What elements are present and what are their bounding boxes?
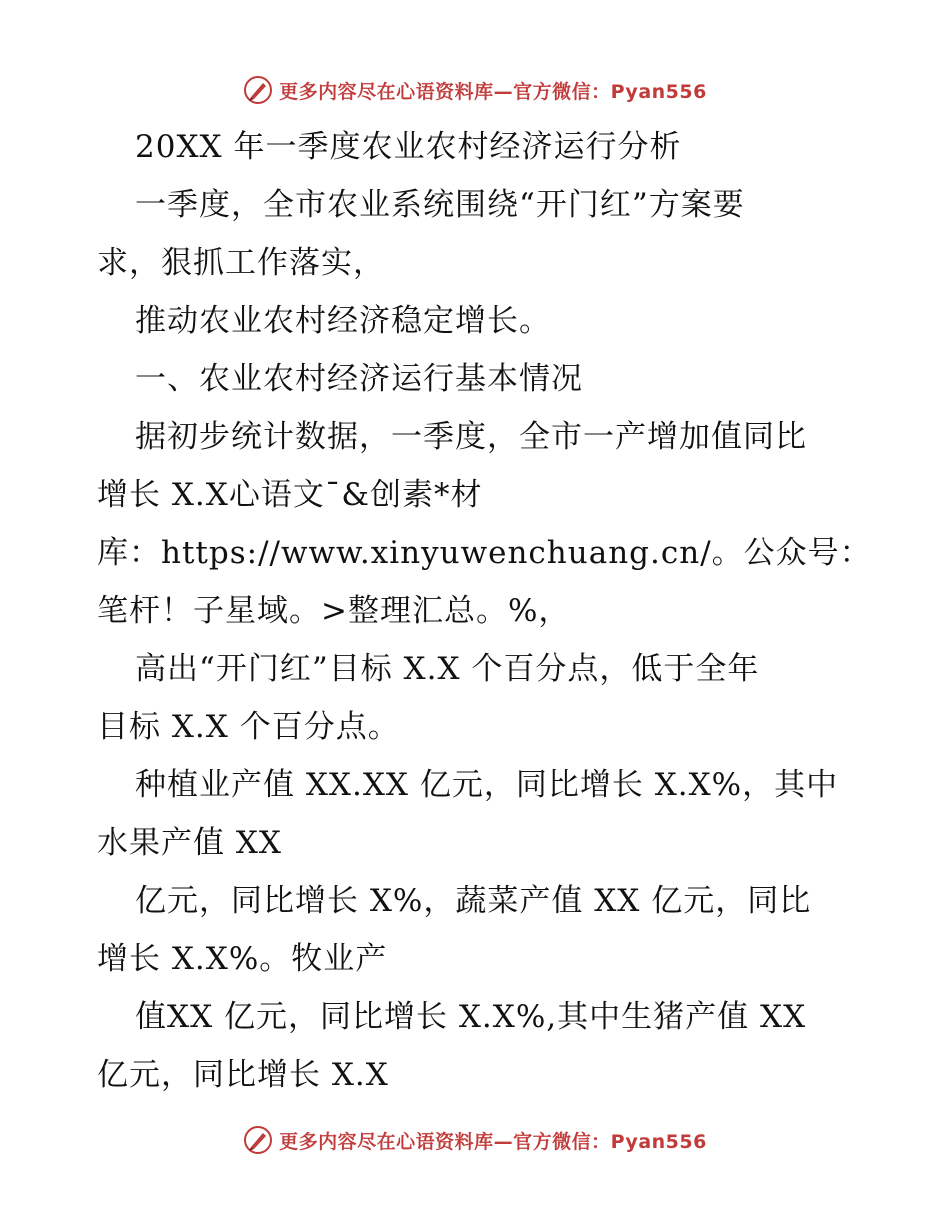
paragraph-line: 增长 X.X心语文¯&创素*材 (97, 477, 483, 513)
paragraph-line: 种植业产值 XX.XX 亿元，同比增长 X.X%，其中 (135, 767, 839, 803)
header-banner (0, 70, 950, 110)
paragraph-line: 亿元，同比增长 X%，蔬菜产值 XX 亿元，同比 (135, 883, 812, 919)
pen-logo-icon (243, 75, 273, 105)
paragraph-line: 笔杆！子星域。>整理汇总。%， (97, 593, 571, 629)
paragraph-line: 值XX 亿元，同比增长 X.X%,其中生猪产值 XX (135, 999, 807, 1035)
paragraph-line: 增长 X.X%。牧业产 (97, 941, 388, 977)
paragraph-line: 高出“开门红”目标 X.X 个百分点，低于全年 (135, 651, 760, 687)
footer-banner-text: 更多内容尽在心语资料库—官方微信：Pyan556 (279, 1130, 707, 1153)
paragraph-line: 亿元，同比增长 X.X (97, 1057, 389, 1093)
paragraph-line: 推动农业农村经济稳定增长。 (135, 303, 551, 339)
footer-banner (0, 1120, 950, 1160)
paragraph-line: 据初步统计数据，一季度，全市一产增加值同比 (135, 419, 807, 455)
paragraph-line: 一季度，全市农业系统围绕“开门红”方案要 (135, 187, 745, 223)
paragraph-line: 水果产值 XX (97, 825, 282, 861)
paragraph-line: 求，狠抓工作落实， (97, 245, 385, 281)
document-title: 20XX 年一季度农业农村经济运行分析 (135, 129, 682, 165)
paragraph-line: 目标 X.X 个百分点。 (97, 709, 400, 745)
header-banner-text: 更多内容尽在心语资料库—官方微信：Pyan556 (279, 80, 707, 103)
section-heading: 一、农业农村经济运行基本情况 (135, 361, 583, 397)
paragraph-line: 库：https://www.xinyuwenchuang.cn/。公众号： (97, 535, 872, 571)
document-body (97, 118, 872, 1104)
pen-logo-icon (243, 1125, 273, 1155)
